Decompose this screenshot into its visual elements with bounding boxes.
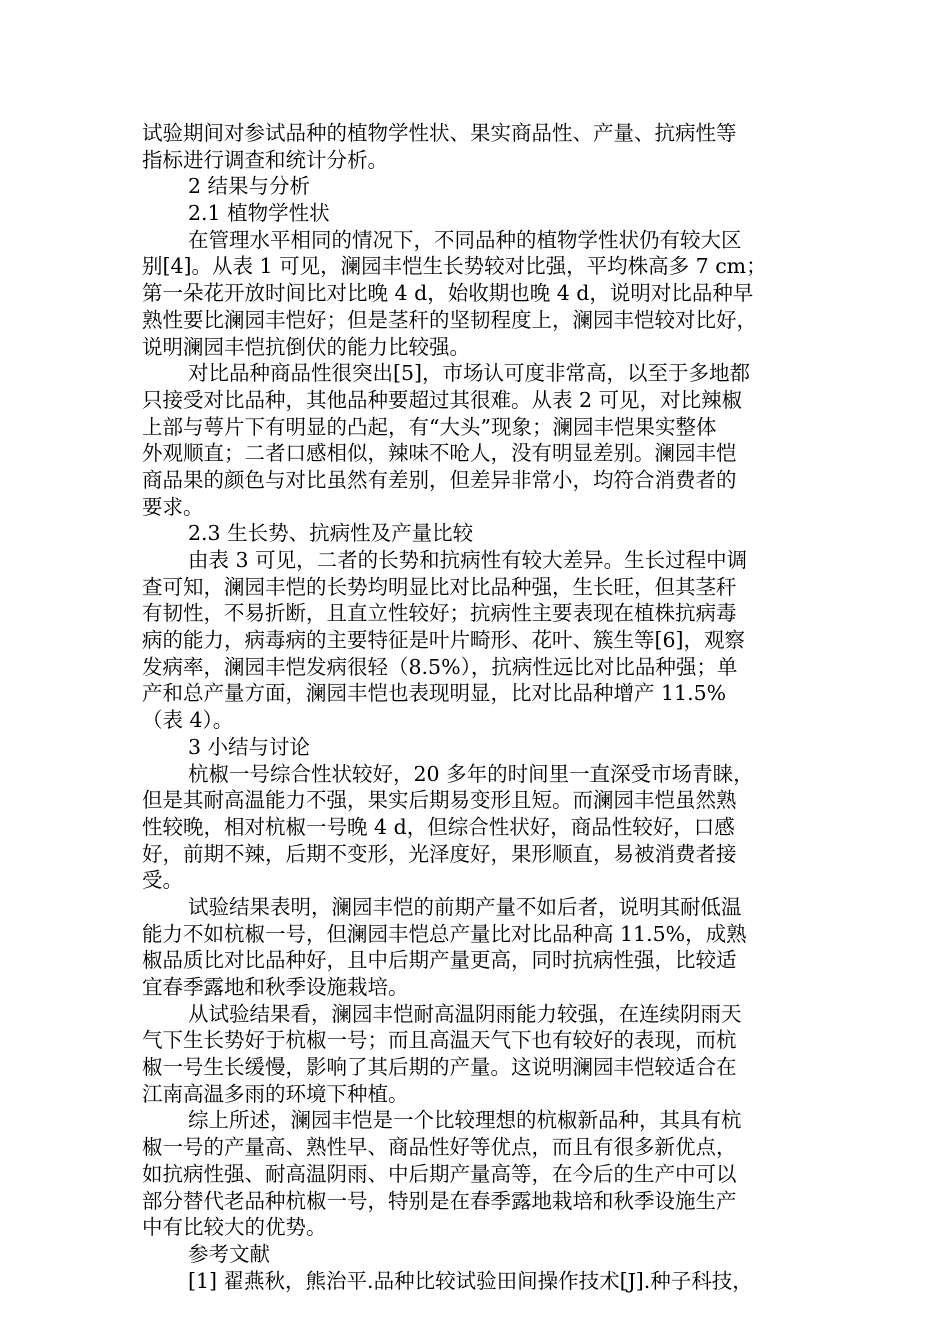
paragraph [142,227,822,360]
text-line: 但是其耐高温能力不强，果实后期易变形且短。而澜园丰恺虽然熟 [142,788,737,813]
document-body [142,120,822,1294]
text-line: （表 4）。 [142,708,234,733]
text-line: 从试验结果看，澜园丰恺耐高温阴雨能力较强，在连续阴雨天 [188,1001,742,1026]
section-heading [142,173,822,200]
section-heading [142,520,822,547]
text-line: 椒一号生长缓慢，影响了其后期的产量。这说明澜园丰恺较适合在 [142,1055,737,1080]
text-line: 查可知，澜园丰恺的长势均明显比对比品种强，生长旺，但其茎秆 [142,574,737,599]
text-line: 商品果的颜色与对比虽然有差别，但差异非常小，均符合消费者的 [142,467,737,492]
text-line: 3 小结与讨论 [188,734,311,759]
text-line: 宜春季露地和秋季设施栽培。 [142,975,409,999]
text-line: 有韧性，不易折断，且直立性较好；抗病性主要表现在植株抗病毒 [142,601,737,626]
text-line: 病的能力，病毒病的主要特征是叶片畸形、花叶、簇生等[6]，观察 [142,628,746,653]
text-line: 由表 3 可见，二者的长势和抗病性有较大差异。生长过程中调 [188,548,748,572]
text-line: 上部与萼片下有明显的凸起，有“大头”现象；澜园丰恺果实整体 [142,414,717,439]
text-line: 部分替代老品种杭椒一号，特别是在春季露地栽培和秋季设施生产 [142,1188,737,1213]
text-line: 江南高温多雨的环境下种植。 [142,1081,409,1106]
text-line: 2 结果与分析 [188,174,311,199]
section-heading [142,734,822,761]
text-line: 别[4]。从表 1 可见，澜园丰恺生长势较对比强，平均株高多 7 cm； [142,254,767,279]
text-line: 如抗病性强、耐高温阴雨、中后期产量高等，在今后的生产中可以 [142,1161,737,1186]
text-line: 椒一号的产量高、熟性早、商品性好等优点，而且有很多新优点， [142,1135,737,1160]
text-line: 外观顺直；二者口感相似，辣味不呛人，没有明显差别。澜园丰恺 [142,441,737,466]
text-line: 参考文献 [188,1241,270,1266]
text-line: 熟性要比澜园丰恺好；但是茎秆的坚韧程度上，澜园丰恺较对比好， [142,307,757,332]
text-line: 在管理水平相同的情况下，不同品种的植物学性状仍有较大区 [188,227,742,252]
paragraph [142,761,822,894]
text-line: 指标进行调查和统计分析。 [142,147,388,172]
reference-entry [142,1268,822,1295]
text-line: 椒品质比对比品种好，且中后期产量更高，同时抗病性强，比较适 [142,948,737,973]
paragraph [142,1107,822,1240]
paragraph [142,547,822,734]
text-line: 2.1 植物学性状 [188,201,330,226]
section-heading [142,200,822,227]
text-line: 2.3 生长势、抗病性及产量比较 [188,521,474,546]
text-line: 对比品种商品性很突出[5]，市场认可度非常高，以至于多地都 [188,361,751,386]
text-line: 气下生长势好于杭椒一号；而且高温天气下也有较好的表现，而杭 [142,1028,737,1053]
text-line: 产和总产量方面，澜园丰恺也表现明显，比对比品种增产 11.5% [142,681,727,706]
text-line: 综上所述，澜园丰恺是一个比较理想的杭椒新品种，其具有杭 [188,1108,742,1133]
text-line: 试验结果表明，澜园丰恺的前期产量不如后者，说明其耐低温 [188,894,742,919]
text-line: 试验期间对参试品种的植物学性状、果实商品性、产量、抗病性等 [142,121,737,145]
paragraph [142,894,822,1001]
text-line: 第一朵花开放时间比对比晚 4 d，始收期也晚 4 d，说明对比品种早 [142,281,754,306]
text-line: 杭椒一号综合性状较好，20 多年的时间里一直深受市场青睐， [188,761,754,786]
paragraph [142,120,822,173]
text-line: 要求。 [142,494,204,519]
document-page [142,120,822,1294]
text-line: 性较晚，相对杭椒一号晚 4 d，但综合性状好，商品性较好，口感 [142,814,735,839]
text-line: 能力不如杭椒一号，但澜园丰恺总产量比对比品种高 11.5%，成熟 [142,921,747,946]
text-line: 中有比较大的优势。 [142,1215,327,1240]
text-line: 只接受对比品种，其他品种要超过其很难。从表 2 可见，对比辣椒 [142,387,743,412]
text-line: 说明澜园丰恺抗倒伏的能力比较强。 [142,334,470,359]
paragraph [142,360,822,520]
paragraph [142,1001,822,1108]
text-line: 好，前期不辣，后期不变形，光泽度好，果形顺直，易被消费者接 [142,841,737,866]
text-line: 受。 [142,868,183,893]
section-heading [142,1241,822,1268]
text-line: 发病率，澜园丰恺发病很轻（8.5%），抗病性远比对比品种强；单 [142,654,738,679]
text-line: [1] 翟燕秋，熊治平.品种比较试验田间操作技术[J].种子科技， [188,1268,753,1293]
